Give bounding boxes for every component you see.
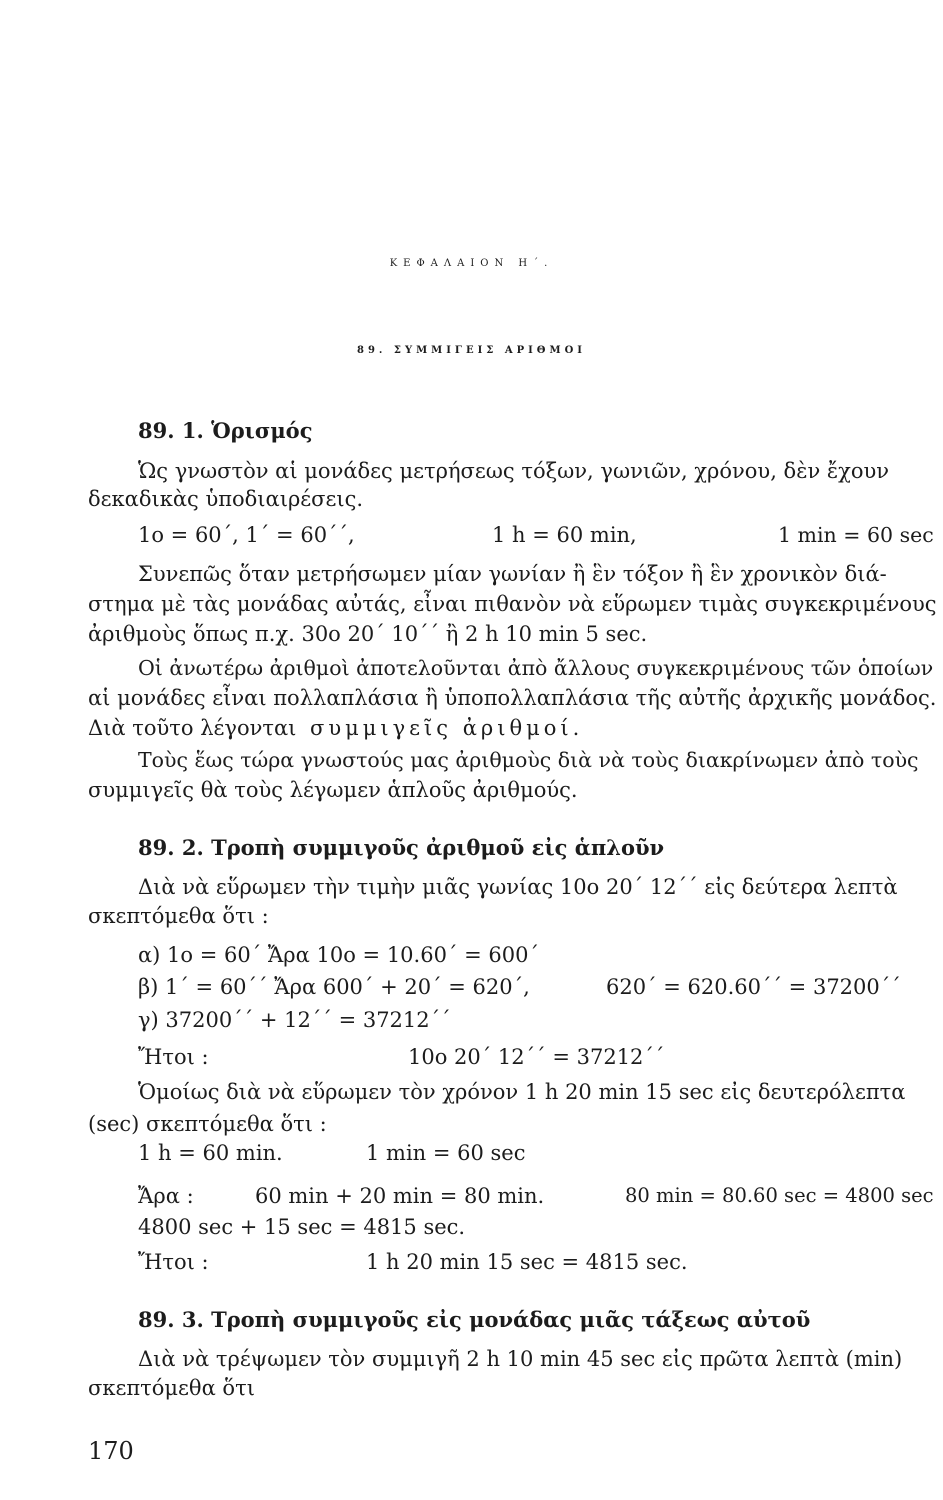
paragraph-line: αἱ μονάδες εἶναι πολλαπλάσια ἢ ὑποπολλαπλάσια τῆς αὐτῆς ἀρχικῆς μονάδος. (88, 686, 937, 710)
subsection-heading-conversion: 89. 2. Τροπὴ συμμιγοῦς ἀριθμοῦ εἰς ἁπλοῦν (138, 835, 665, 860)
paragraph-line: Διὰ νὰ εὕρωμεν τὴν τιμὴν μιᾶς γωνίας 10ο 20΄ 12΄΄ εἰς δεύτερα λεπτὰ (138, 875, 898, 899)
paragraph-line: σκεπτόμεθα ὅτι : (88, 904, 269, 928)
step-b: β) 1΄ = 60΄΄ Ἄρα 600΄ + 20΄ = 620΄, (138, 975, 530, 999)
result-label: Ἤτοι : (138, 1250, 209, 1274)
step-a: α) 1ο = 60΄ Ἄρα 10ο = 10.60΄ = 600΄ (138, 943, 539, 967)
equation-hour: 1 h = 60 min. (138, 1141, 283, 1165)
paragraph-line: ἀριθμοὺς ὅπως π.χ. 30ο 20΄ 10΄΄ ἢ 2 h 10 min 5 sec. (88, 622, 648, 646)
paragraph-line: Ὡς γνωστὸν αἱ μονάδες μετρήσεως τόξων, γωνιῶν, χρόνου, δὲν ἔχουν (138, 459, 890, 483)
paragraph-line: (sec) σκεπτόμεθα ὅτι : (88, 1112, 327, 1136)
paragraph-line: Τοὺς ἕως τώρα γνωστούς μας ἀριθμοὺς διὰ νὰ τοὺς διακρίνωμεν ἀπὸ τοὺς (138, 748, 919, 772)
paragraph-line: σκεπτόμεθα ὅτι (88, 1376, 255, 1400)
page-number: 170 (88, 1437, 134, 1465)
step-b-result: 620΄ = 620.60΄΄ = 37200΄΄ (606, 975, 901, 999)
paragraph-line: Διὰ νὰ τρέψωμεν τὸν συμμιγῆ 2 h 10 min 45 sec εἰς πρῶτα λεπτὰ (min) (138, 1347, 903, 1371)
paragraph-line: Οἱ ἀνωτέρω ἀριθμοὶ ἀποτελοῦνται ἀπὸ ἄλλους συγκεκριμένους τῶν ὁποίων (138, 656, 934, 680)
paragraph-line: δεκαδικὰς ὑποδιαιρέσεις. (88, 487, 364, 511)
paragraph-line: στημα μὲ τὰς μονάδας αὐτάς, εἶναι πιθανὸν νὰ εὕρωμεν τιμὰς συγκεκριμένους (88, 592, 937, 616)
emphasized-term: συμμιγεῖς ἀριθμοί. (310, 716, 584, 740)
ara-label: Ἄρα : (138, 1184, 194, 1208)
paragraph-line: Ὁμοίως διὰ νὰ εὕρωμεν τὸν χρόνον 1 h 20 min 15 sec εἰς δευτερόλεπτα (138, 1080, 906, 1104)
result-value: 1 h 20 min 15 sec = 4815 sec. (366, 1250, 688, 1274)
result-value: 10ο 20΄ 12΄΄ = 37212΄΄ (408, 1045, 665, 1069)
subsection-heading-definition: 89. 1. Ὁρισμός (138, 418, 313, 443)
equation-minute: 1 min = 60 sec (778, 523, 934, 547)
sum-seconds: 4800 sec + 15 sec = 4815 sec. (138, 1215, 466, 1239)
equation-hour: 1 h = 60 min, (492, 523, 637, 547)
step-c: γ) 37200΄΄ + 12΄΄ = 37212΄΄ (138, 1008, 451, 1032)
paragraph-line: συμμιγεῖς θὰ τοὺς λέγωμεν ἁπλοῦς ἀριθμούς. (88, 778, 578, 802)
sum-minutes: 60 min + 20 min = 80 min. (255, 1184, 545, 1208)
paragraph-line: Συνεπῶς ὅταν μετρήσωμεν μίαν γωνίαν ἢ ἓν τόξον ἢ ἓν χρονικὸν διά- (138, 562, 887, 586)
result-label: Ἤτοι : (138, 1045, 209, 1069)
section-title: 89. ΣΥΜΜΙΓΕΙΣ ΑΡΙΘΜΟΙ (357, 345, 586, 356)
equation-minute: 1 min = 60 sec (366, 1141, 526, 1165)
chapter-title: ΚΕΦΑΛΑΙΟΝ Η΄. (389, 258, 554, 269)
subsection-heading-units: 89. 3. Τροπὴ συμμιγοῦς εἰς μονάδας μιᾶς τάξεως αὐτοῦ (138, 1307, 811, 1332)
minutes-to-seconds: 80 min = 80.60 sec = 4800 sec (625, 1184, 934, 1207)
paragraph-line-start: Διὰ τοῦτο λέγονται (88, 716, 297, 740)
equation-degree: 1ο = 60΄, 1΄ = 60΄΄, (138, 523, 355, 547)
